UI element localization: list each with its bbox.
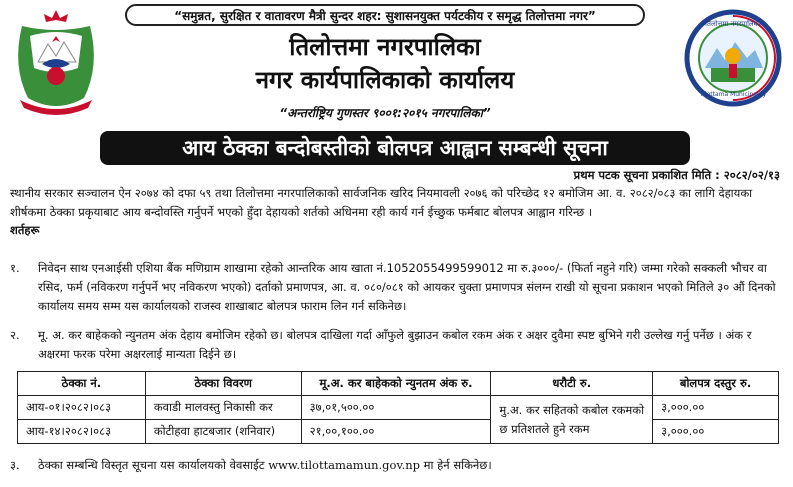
- cell-minimum-amount: २१,००,१००.००: [301, 420, 491, 444]
- website-link[interactable]: www.tilottamamun.gov.np: [268, 458, 421, 472]
- cell-bid-fee: ३,०००.००: [653, 420, 779, 444]
- header-deposit: धरौटी रु.: [491, 372, 653, 396]
- cell-minimum-amount: ३७,०१,५००.००: [301, 396, 491, 420]
- condition-number: १.: [10, 261, 20, 275]
- condition-number: २.: [10, 328, 20, 342]
- right-logo-text: तिलोत्तमा नगरपालिका: [705, 20, 761, 28]
- municipality-name: तिलोत्तमा नगरपालिका: [289, 33, 481, 61]
- cell-tender-no: आय-०१।२०८२।०८३: [18, 396, 146, 420]
- nepal-emblem-icon: [8, 6, 104, 116]
- condition-item-2: [10, 326, 785, 364]
- header-tender-no: ठेक्का नं.: [18, 372, 146, 396]
- table-header-row: [18, 372, 779, 396]
- office-name: नगर कार्यपालिकाको कार्यालय: [255, 66, 515, 94]
- cell-bid-fee: ३,०००.००: [653, 396, 779, 420]
- municipality-logo-icon: [683, 8, 783, 108]
- condition-text: ठेक्का सम्बन्धि विस्तृत सूचना यस कार्यालयको वेवसाईट: [38, 458, 265, 472]
- condition-suffix: मा हेर्न सकिनेछ।: [423, 458, 492, 472]
- condition-item-3: [10, 456, 785, 475]
- publish-date: प्रथम पटक सूचना प्रकाशित मिति : २०८२/०२/१३: [573, 168, 780, 182]
- tender-table: [17, 371, 779, 444]
- header-minimum-amount: मू.अ. कर बाहेकको न्युनतम अंक रु.: [301, 372, 491, 396]
- header-bid-fee: बोलपत्र दस्तुर रु.: [653, 372, 779, 396]
- header-description: ठेक्का विवरण: [145, 372, 301, 396]
- condition-text: मू. अ. कर बाहेकको न्युनतम अंक देहाय बमोजिम रहेको छ। बोलपत्र दाखिला गर्दा आँफुले बुझाउन कबोल रकम अंक र अक्षर दुवैमा स्पष्ट बुभिने गरी उल्लेख गर्नु पर्नेछ । अंक र अक्षरमा फरक परेमा अक्षरलाई मान्यता दिईने छ।: [38, 328, 752, 361]
- table-row: [18, 420, 779, 444]
- intro-paragraph: स्थानीय सरकार सञ्चालन ऐन २०७४ को दफा ५९ तथा तिलोत्तमा नगरपालिकाको सार्वजनिक खरिद नियमावली २०७६ को परिच्छेद १२ बमोजिम आ. व. २०८२/०८३ का लागि देहायका शीर्षकमा ठेक्का प्रकृयाबाट आय बन्दोवस्ति गर्नुपर्ने भएको हुँदा देहायको शर्तको अधिनमा रही कार्य गर्न ईच्छुक फर्मबाट बोलपत्र आह्वान गरिन्छ ।: [10, 186, 753, 219]
- condition-number: ३.: [10, 458, 20, 472]
- cell-description: कवाडी मालवस्तु निकासी कर: [145, 396, 301, 420]
- condition-text: निवेदन साथ एनआईसी एशिया बैंक मणिग्राम शाखामा रहेको आन्तरिक आय खाता नं.1052055499599012 मा रु.३०००/- (फिर्ता नहुने गरि) जम्मा गरेको सक्कली भौचर वा रसिद, फर्म (नविकरण गर्नुपर्ने भए नविकरण भएको) दर्ताको प्रमाणपत्र, आ. व. ०८०/०८१ को आयकर चुक्ता प्रमाणपत्र संलग्न राखी यो सूचना प्रकाशन भएको मितिले ३० औं दिनको कार्यालय समय सम्म यस कार्यालयको राजस्व शाखाबाट बोलपत्र फाराम लिन गर्न सकिनेछ।: [38, 261, 776, 313]
- right-logo-subtext: Tilottama Municipality: [699, 91, 767, 98]
- cell-deposit: मु.अ. कर सहितको कबोल रकमको छ प्रतिशतले हुने रकम: [491, 396, 653, 444]
- condition-item-1: [10, 259, 785, 316]
- iso-certification: “अन्तर्राष्ट्रिय गुणस्तर ९००१:२०१५ नगरपालिका”: [279, 106, 491, 120]
- conditions-heading: शर्तहरू: [10, 223, 40, 237]
- table-row: [18, 396, 779, 420]
- notice-title: आय ठेक्का बन्दोबस्तीको बोलपत्र आह्वान सम्बन्धी सूचना: [100, 131, 690, 165]
- cell-description: कोटीहवा हाटबजार (शनिवार): [145, 420, 301, 444]
- slogan: “समुन्नत, सुरक्षित र वातावरण मैत्री सुन्दर शहर: सुशासनयुक्त पर्यटकीय र समृद्ध तिलोत्तमा नगर”: [125, 4, 645, 26]
- cell-tender-no: आय-१४।२०८२।०८३: [18, 420, 146, 444]
